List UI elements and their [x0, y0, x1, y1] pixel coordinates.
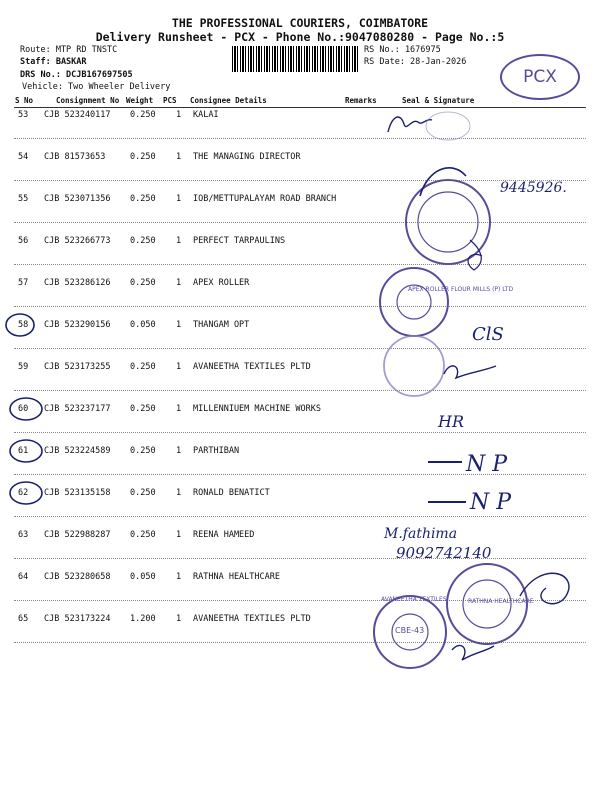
row-pcs: 1	[176, 278, 182, 288]
pcx-stamp-text: PCX	[523, 67, 557, 87]
row-weight: 0.050	[130, 320, 156, 330]
row-weight: 0.050	[130, 572, 156, 582]
row-weight: 1.200	[130, 614, 156, 624]
col-sno: S No	[15, 96, 34, 105]
row-sno: 55	[18, 194, 29, 204]
row-consignment: CJB 523286126	[44, 278, 111, 288]
handwritten-name-63: M.fathima	[384, 526, 458, 542]
avaneetha-stamp-59	[384, 336, 444, 396]
row-sno: 59	[18, 362, 29, 372]
row-weight: 0.250	[130, 110, 156, 120]
col-remarks: Remarks	[345, 96, 377, 105]
row-pcs: 1	[176, 110, 182, 120]
col-pcs: PCS	[163, 96, 177, 105]
handwritten-np-62: N P	[470, 490, 512, 515]
apex-stamp-outer	[380, 268, 448, 336]
col-consignment: Consignment No	[56, 96, 120, 105]
row-consignee: MILLENNIUEM MACHINE WORKS	[193, 404, 321, 414]
company-title: THE PROFESSIONAL COURIERS, COIMBATORE	[171, 16, 429, 30]
rs-number: RS No.: 1676975	[364, 45, 441, 55]
row-consignee: APEX ROLLER	[193, 278, 250, 288]
row-consignment: CJB 523290156	[44, 320, 111, 330]
row-weight: 0.250	[130, 404, 156, 414]
row-weight: 0.250	[130, 488, 156, 498]
col-seal-signature: Seal & Signature	[402, 96, 475, 105]
row-weight: 0.250	[130, 194, 156, 204]
row-pcs: 1	[176, 320, 182, 330]
row-sno: 57	[18, 278, 29, 288]
circle-mark-60	[10, 398, 42, 420]
cbe-stamp-text: CBE-43	[395, 626, 425, 635]
row-weight: 0.250	[130, 236, 156, 246]
apex-stamp-text: APEX ROLLER FLOUR MILLS (P) LTD	[408, 286, 514, 293]
circle-mark-58	[6, 314, 34, 336]
row-consignment: CJB 523237177	[44, 404, 111, 414]
circle-mark-61	[10, 440, 42, 462]
handwritten-phone-63: 9092742140	[396, 544, 492, 562]
row-consignee: PARTHIBAN	[193, 446, 240, 456]
handwritten-np-61: N P	[466, 452, 508, 477]
vehicle-label: Vehicle: Two Wheeler Delivery	[22, 82, 171, 92]
row-consignment: CJB 523266773	[44, 236, 111, 246]
row-pcs: 1	[176, 446, 182, 456]
bank-stamp-outer	[406, 180, 490, 264]
row-consignee: REENA HAMEED	[193, 530, 255, 540]
signature-59	[444, 366, 496, 378]
row-consignment: CJB 523240117	[44, 110, 111, 120]
circle-mark-62	[10, 482, 42, 504]
runsheet-subtitle: Delivery Runsheet - PCX - Phone No.:9047080280 - Page No.:5	[95, 30, 505, 44]
handwritten-phone-54: 9445926.	[500, 180, 567, 196]
bank-stamp-inner	[418, 192, 478, 252]
row-consignee: PERFECT TARPAULINS	[193, 236, 286, 246]
faint-stamp-53	[426, 112, 470, 140]
row-sno: 61	[18, 446, 29, 456]
row-consignee: AVANEETHA TEXTILES PLTD	[193, 614, 311, 624]
row-pcs: 1	[176, 614, 182, 624]
route-label: Route: MTP RD TNSTC	[20, 45, 118, 55]
row-consignment: CJB 81573653	[44, 152, 106, 162]
row-consignment: CJB 522988287	[44, 530, 111, 540]
row-consignee: RATHNA HEALTHCARE	[193, 572, 280, 582]
row-consignee: IOB/METTUPALAYAM ROAD BRANCH	[193, 194, 337, 204]
row-pcs: 1	[176, 236, 182, 246]
row-sno: 56	[18, 236, 29, 246]
row-consignee: KALAI	[193, 110, 219, 120]
row-weight: 0.250	[130, 362, 156, 372]
row-consignment: CJB 523135158	[44, 488, 111, 498]
rathna-stamp-text: RATHNA HEALTHCARE	[468, 598, 534, 605]
row-pcs: 1	[176, 152, 182, 162]
rs-date: RS Date: 28-Jan-2026	[364, 57, 467, 67]
handwritten-cls: ClS	[472, 324, 504, 345]
row-consignee: THANGAM OPT	[193, 320, 250, 330]
row-consignment: CJB 523173224	[44, 614, 111, 624]
row-pcs: 1	[176, 194, 182, 204]
row-consignment: CJB 523173255	[44, 362, 111, 372]
drs-label: DRS No.: DCJB167697505	[20, 70, 133, 80]
row-consignee: AVANEETHA TEXTILES PLTD	[193, 362, 311, 372]
row-sno: 58	[18, 320, 29, 330]
row-weight: 0.250	[130, 152, 156, 162]
signature-56	[468, 240, 482, 270]
row-pcs: 1	[176, 362, 182, 372]
row-consignee: THE MANAGING DIRECTOR	[193, 152, 301, 162]
row-sno: 64	[18, 572, 29, 582]
row-pcs: 1	[176, 404, 182, 414]
row-sno: 53	[18, 110, 29, 120]
handwritten-hr: HR	[438, 412, 464, 431]
row-consignment: CJB 523224589	[44, 446, 111, 456]
row-sno: 60	[18, 404, 29, 414]
row-weight: 0.250	[130, 446, 156, 456]
row-sno: 62	[18, 488, 29, 498]
row-consignee: RONALD BENATICT	[193, 488, 270, 498]
avaneetha-stamp-text: AVANEETHA TEXTILES	[381, 596, 447, 603]
row-sno: 54	[18, 152, 29, 162]
col-consignee: Consignee Details	[190, 96, 267, 105]
signature-53	[388, 117, 432, 132]
row-consignment: CJB 523071356	[44, 194, 111, 204]
row-consignment: CJB 523280658	[44, 572, 111, 582]
row-sno: 65	[18, 614, 29, 624]
row-pcs: 1	[176, 488, 182, 498]
col-weight: Weight	[126, 96, 154, 105]
row-weight: 0.250	[130, 530, 156, 540]
signature-65	[452, 645, 494, 660]
row-pcs: 1	[176, 572, 182, 582]
row-weight: 0.250	[130, 278, 156, 288]
row-pcs: 1	[176, 530, 182, 540]
row-sno: 63	[18, 530, 29, 540]
staff-label: Staff: BASKAR	[20, 57, 87, 67]
